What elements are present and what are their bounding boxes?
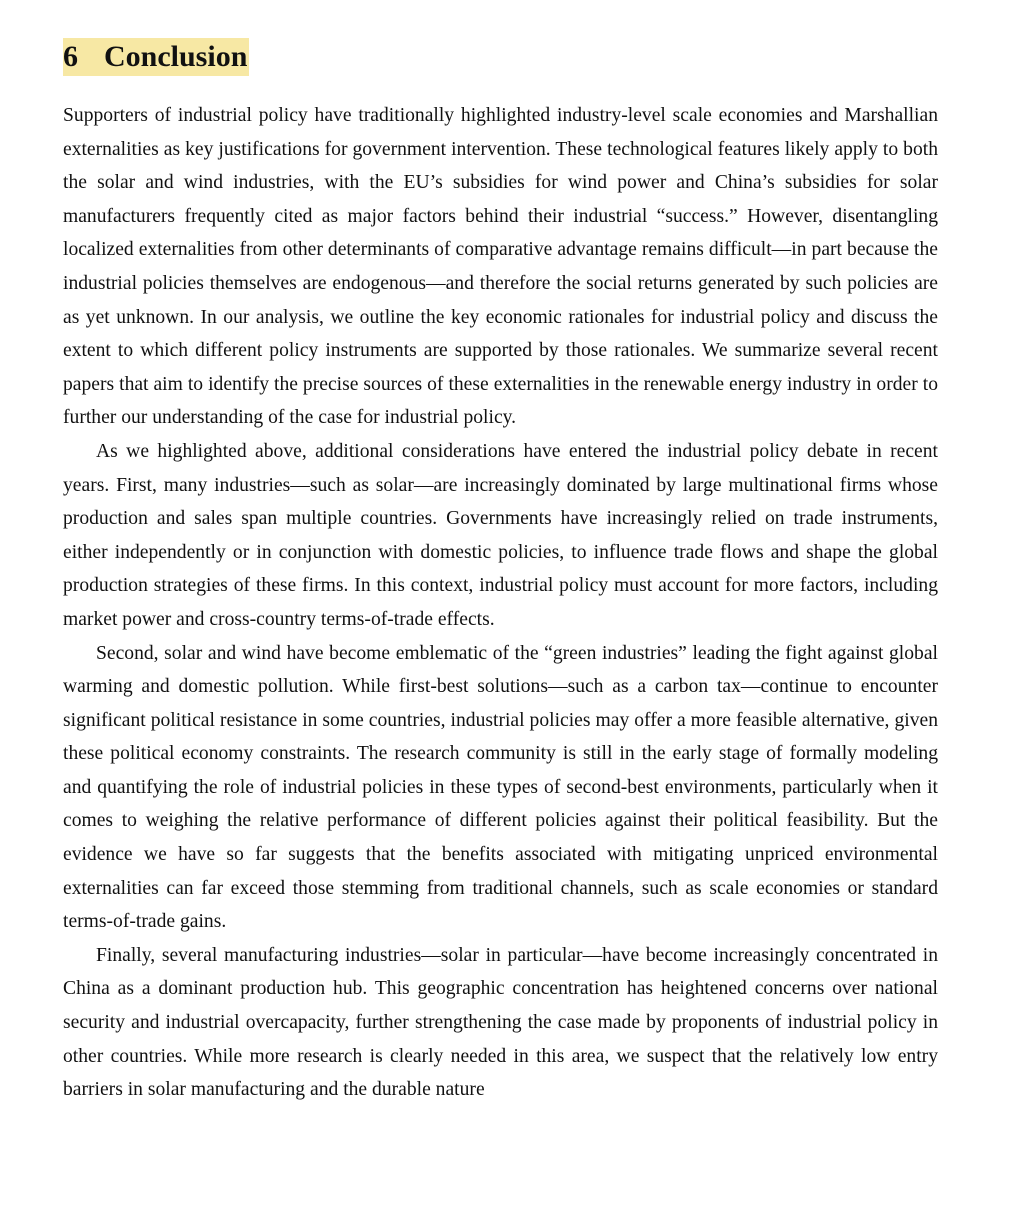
section-heading xyxy=(63,38,249,76)
section-title: Conclusion xyxy=(104,40,248,73)
document-page xyxy=(63,38,938,1107)
paragraph-1: Supporters of industrial policy have traditionally highlighted industry-level scale economies and Marshallian externalities as key justifications for government intervention. These technological features likely apply to both the solar and wind industries, with the EU’s subsidies for wind power and China’s subsidies for solar manufacturers frequently cited as major factors behind their industrial “success.” However, disentangling localized externalities from other determinants of comparative advantage remains difficult—in part because the industrial policies themselves are endogenous—and therefore the social returns generated by such policies are as yet unknown. In our analysis, we outline the key economic rationales for industrial policy and discuss the extent to which different policy instruments are supported by those rationales. We summarize several recent papers that aim to identify the precise sources of these externalities in the renewable energy industry in order to further our understanding of the case for industrial policy. xyxy=(63,105,938,429)
paragraph-4: Finally, several manufacturing industries—solar in particular—have become increasingly concentrated in China as a dominant production hub. This geographic concentration has heightened concerns over national security and industrial overcapacity, further strengthening the case made by proponents of industrial policy in other countries. While more research is clearly needed in this area, we suspect that the relatively low entry barriers in solar manufacturing and the durable nature xyxy=(63,944,938,1101)
paragraph-3: Second, solar and wind have become emblematic of the “green industries” leading the fight against global warming and domestic pollution. While first-best solutions—such as a carbon tax—continue to encounter significant political resistance in some countries, industrial policies may offer a more feasible alternative, given these political economy constraints. The research community is still in the early stage of formally modeling and quantifying the role of industrial policies in these types of second-best environments, particularly when it comes to weighing the relative performance of different policies against their political feasibility. But the evidence we have so far suggests that the benefits associated with mitigating unpriced environmental externalities can far exceed those stemming from traditional channels, such as scale economies or standard terms-of-trade gains. xyxy=(63,642,938,933)
paragraph-2: As we highlighted above, additional considerations have entered the industrial policy debate in recent years. First, many industries—such as solar—are increasingly dominated by large multinational firms whose production and sales span multiple countries. Governments have increasingly relied on trade instruments, either independently or in conjunction with domestic policies, to influence trade flows and shape the global production strategies of these firms. In this context, industrial policy must account for more factors, including market power and cross-country terms-of-trade effects. xyxy=(63,440,938,630)
section-number: 6 xyxy=(63,40,78,73)
